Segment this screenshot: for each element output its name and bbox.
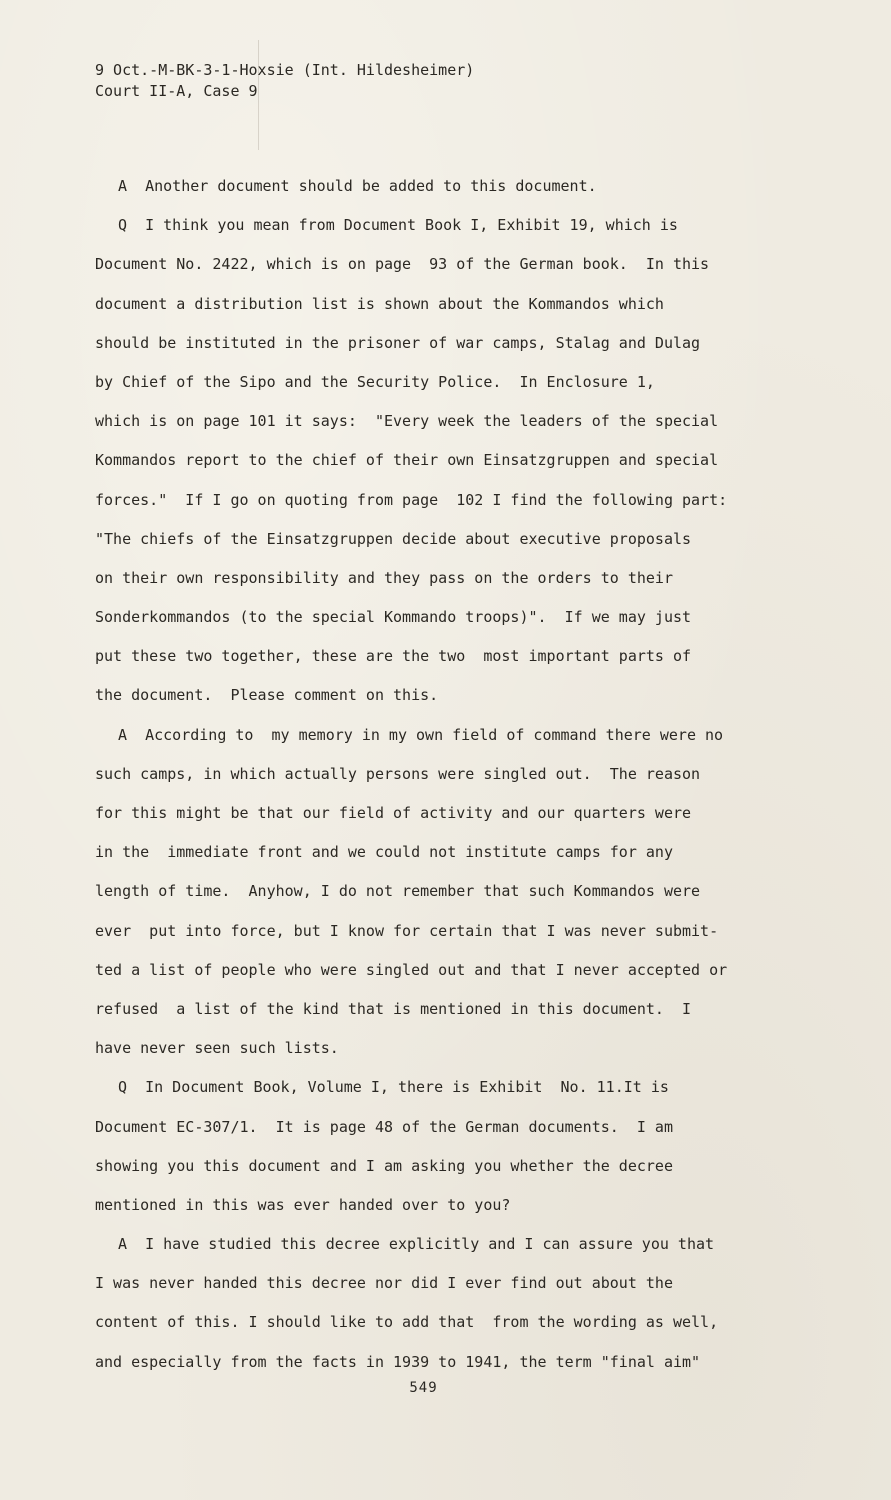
transcript-line: A Another document should be added to this document. [118, 177, 597, 195]
transcript-line: I was never handed this decree nor did I ever find out about the [95, 1274, 673, 1293]
transcript-line: should be instituted in the prisoner of war camps, Stalag and Dulag [95, 333, 701, 352]
transcript-line: showing you this document and I am asking you whether the decree [95, 1156, 673, 1175]
transcript-line: Kommandos report to the chief of their own Einsatzgruppen and special [95, 451, 719, 470]
header-line-2: Court II-A, Case 9 [95, 82, 258, 100]
header-line-1: 9 Oct.-M-BK-3-1-Hoxsie (Int. Hildesheimer) [95, 61, 475, 79]
transcript-line: such camps, in which actually persons were singled out. The reason [95, 764, 701, 783]
transcript-line: forces." If I go on quoting from page 102 I find the following part: [95, 490, 728, 509]
transcript-line: in the immediate front and we could not institute camps for any [95, 843, 673, 862]
transcript-line: Document No. 2422, which is on page 93 of the German book. In this [95, 255, 710, 274]
transcript-body [95, 172, 785, 1387]
transcript-line: mentioned in this was ever handed over to you? [95, 1195, 511, 1214]
transcript-line: document a distribution list is shown about the Kommandos which [95, 294, 664, 313]
transcript-line: "The chiefs of the Einsatzgruppen decide about executive proposals [95, 529, 692, 548]
transcript-line: have never seen such lists. [95, 1039, 339, 1058]
transcript-line: refused a list of the kind that is mentioned in this document. I [95, 999, 692, 1018]
transcript-line: ever put into force, but I know for certain that I was never submit- [95, 921, 719, 940]
transcript-line: and especially from the facts in 1939 to 1941, the term "final aim" [95, 1352, 701, 1371]
transcript-line: which is on page 101 it says: "Every week the leaders of the special [95, 412, 719, 431]
transcript-line: on their own responsibility and they pass on the orders to their [95, 568, 673, 587]
transcript-line: Document EC-307/1. It is page 48 of the German documents. I am [95, 1117, 673, 1136]
transcript-line: the document. Please comment on this. [95, 686, 439, 705]
document-header [95, 60, 474, 102]
transcript-line: length of time. Anyhow, I do not remember that such Kommandos were [95, 882, 701, 901]
transcript-line: Q In Document Book, Volume I, there is Exhibit No. 11.It is [118, 1078, 669, 1097]
transcript-line: for this might be that our field of activity and our quarters were [95, 804, 692, 822]
transcript-line: A According to my memory in my own field of command there were no [118, 725, 724, 744]
transcript-line: by Chief of the Sipo and the Security Police. In Enclosure 1, [95, 372, 655, 391]
transcript-line: Q I think you mean from Document Book I, Exhibit 19, which is [118, 216, 678, 235]
transcript-line: content of this. I should like to add that from the wording as well, [95, 1313, 719, 1332]
transcript-line: put these two together, these are the two most important parts of [95, 647, 692, 666]
transcript-line: ted a list of people who were singled out and that I never accepted or [95, 960, 728, 979]
transcript-line: Sonderkommandos (to the special Kommando troops)". If we may just [95, 608, 692, 627]
page-number: 549 [409, 1380, 438, 1396]
transcript-line: A I have studied this decree explicitly and I can assure you that [118, 1235, 715, 1254]
